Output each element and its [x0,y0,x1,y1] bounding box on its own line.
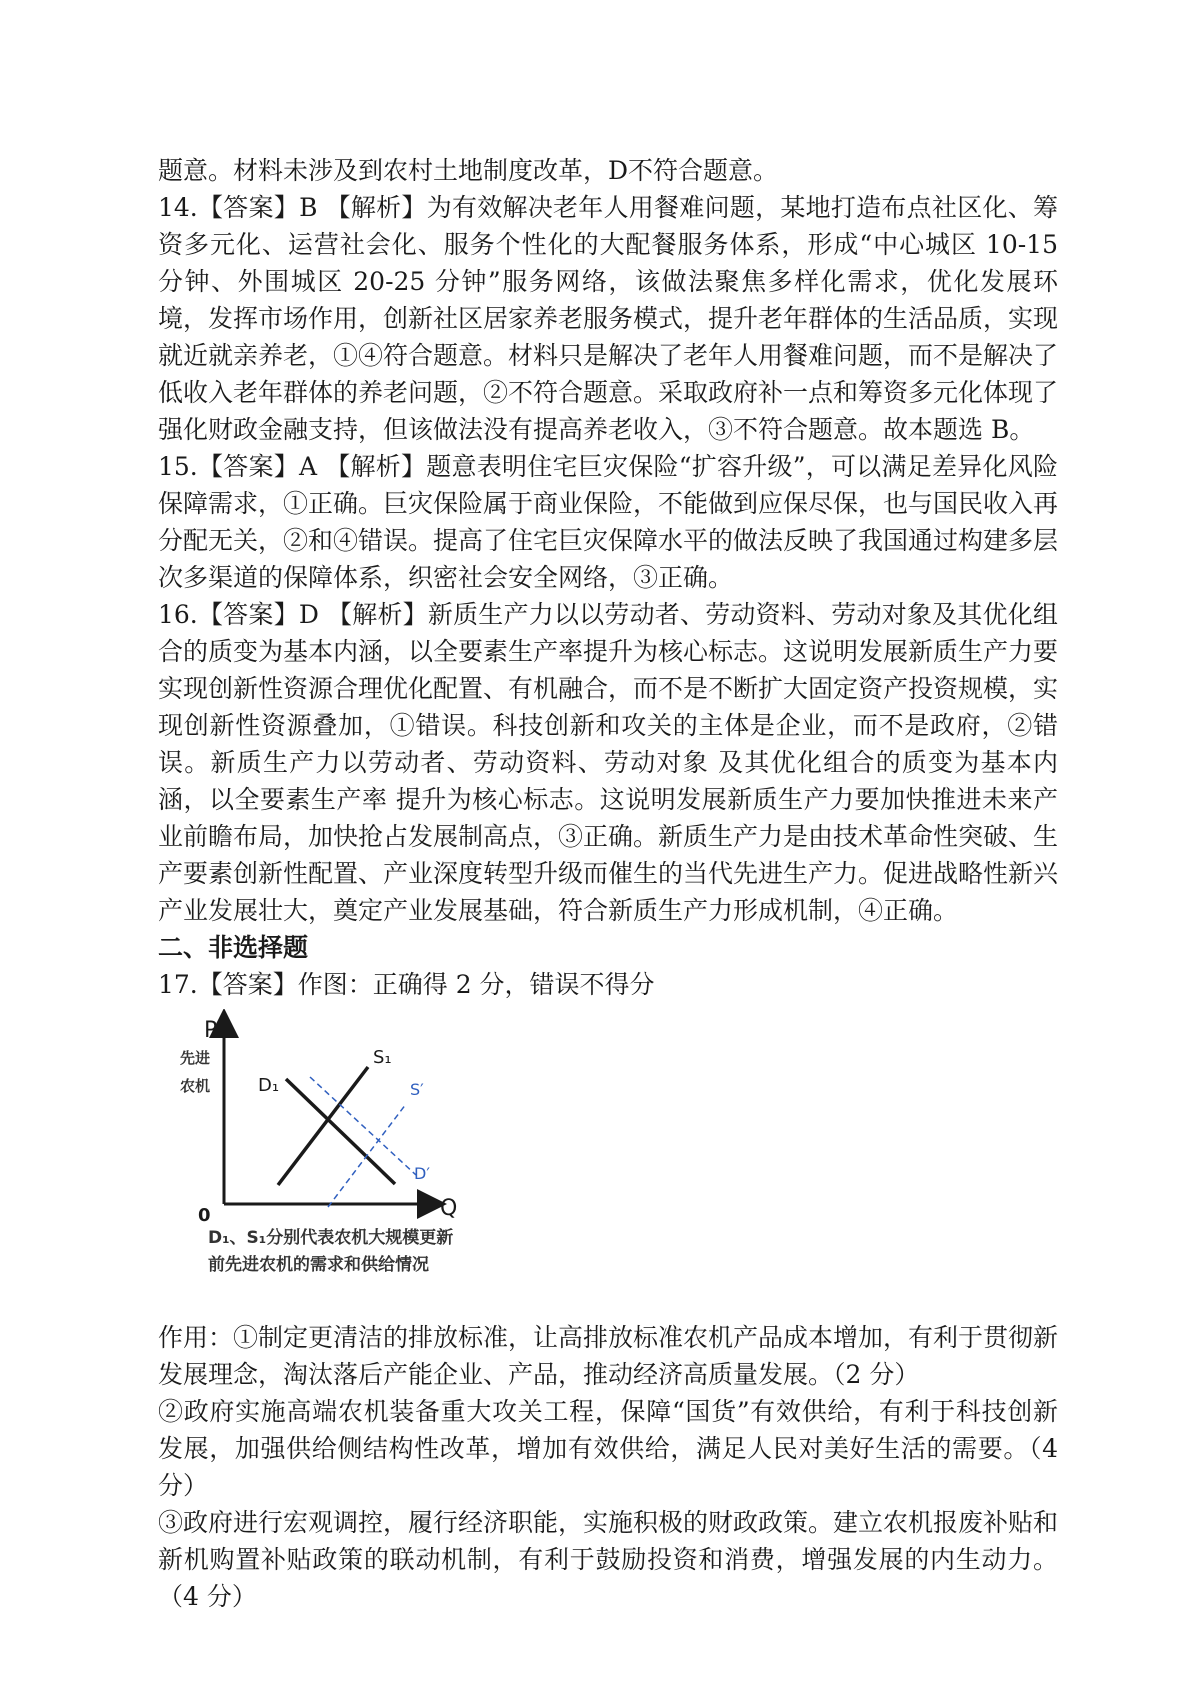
figure-caption [208,1225,508,1279]
paragraph-effect-3: ③政府进行宏观调控，履行经济职能，实施积极的财政政策。建立农机报废补贴和新机购置补贴政策的联动机制，有利于鼓励投资和消费，增强发展的内生动力。（4 分） [158,1508,1059,1611]
y-axis-label: P [204,1018,218,1043]
paragraph-q17-lead: 17.【答案】作图：正确得 2 分，错误不得分 [158,970,655,999]
figure-caption-line-1: D₁、S₁分别代表农机大规模更新 [208,1228,454,1248]
paragraph-effect-1: 作用：①制定更清洁的排放标准，让高排放标准农机产品成本增加，有利于贯彻新发展理念，淘汰落后产能企业、产品，推动经济高质量发展。（2 分） [158,1323,1059,1389]
document-page [158,152,1058,1615]
s1-label: S₁ [373,1047,392,1068]
supply-demand-figure [170,1009,510,1299]
demand-curve-d-prime [310,1077,416,1175]
paragraph-q13-tail: 题意。材料未涉及到农村土地制度改革，D不符合题意。 [158,156,779,185]
paragraph-q14-answer: 14.【答案】B 【解析】为有效解决老年人用餐难问题，某地打造布点社区化、筹资多元化、运营社会化、服务个性化的大配餐服务体系，形成“中心城区 10-15 分钟、外围城区 20-25 分钟”服务网络，该做法聚焦多样化需求，优化发展环境，发挥市场作用，创新社区居家养老服务模式，提升老年群体的生活品质，实现就近就亲养老，①④符合题意。材料只是解决了老年人用餐难问题，而不是解决了低收入老年群体的养老问题，②不符合题意。采取政府补一点和筹资多元化体现了强化财政金融支持，但该做法没有提高养老收入，③不符合题意。故本题选 B。 [158,193,1059,444]
paragraph-q16-answer: 16.【答案】D 【解析】新质生产力以以劳动者、劳动资料、劳动对象及其优化组合的质变为基本内涵，以全要素生产率提升为核心标志。这说明发展新质生产力要实现创新性资源合理优化配置、有机融合，而不是不断扩大固定资产投资规模，实现创新性资源叠加，①错误。科技创新和攻关的主体是企业，而不是政府，②错误。新质生产力以劳动者、劳动资料、劳动对象 及其优化组合的质变为基本内涵，以全要素生产率 提升为核心标志。这说明发展新质生产力要加快推进未来产业前瞻布局，加快抢占发展制高点，③正确。新质生产力是由技术革命性突破、生产要素创新性配置、产业深度转型升级而催生的当代先进生产力。促进战略性新兴产业发展壮大，奠定产业发展基础，符合新质生产力形成机制，④正确。 [158,600,1059,925]
paragraph-effect-2: ②政府实施高端农机装备重大攻关工程，保障“国货”有效供给，有利于科技创新发展，加强供给侧结构性改革，增加有效供给，满足人民对美好生活的需要。（4 分） [158,1397,1058,1500]
x-axis-label: Q [440,1196,458,1221]
s-prime-label: S′ [410,1080,424,1099]
paragraph-q15-answer: 15.【答案】A 【解析】题意表明住宅巨灾保险“扩容升级”，可以满足差异化风险保障需求，①正确。巨灾保险属于商业保险，不能做到应保尽保，也与国民收入再分配无关，②和④错误。提高了住宅巨灾保障水平的做法反映了我国通过构建多层次多渠道的保障体系，织密社会安全网络，③正确。 [158,452,1059,592]
d1-label: D₁ [258,1075,280,1096]
d-prime-label: D′ [414,1164,430,1183]
demand-curve-d1 [286,1079,395,1184]
figure-caption-line-2: 前先进农机的需求和供给情况 [208,1255,429,1275]
origin-label: 0 [198,1205,211,1226]
y-axis-sublabel-1: 先进 [180,1049,211,1067]
y-axis-sublabel-2: 农机 [180,1077,211,1095]
section-heading: 二、非选择题 [158,933,309,962]
